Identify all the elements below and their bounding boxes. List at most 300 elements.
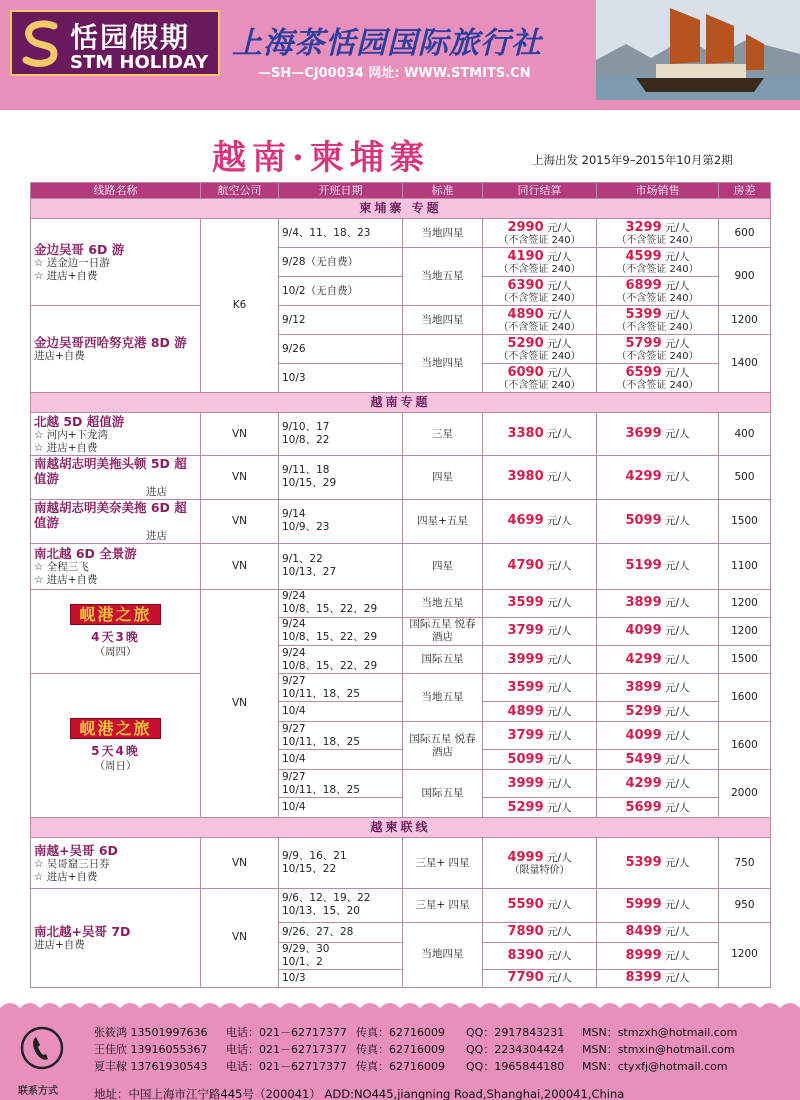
trade-price-cell xyxy=(483,722,597,750)
dates-cell xyxy=(279,646,403,674)
dates-cell xyxy=(279,838,403,888)
trade-price: 8390 xyxy=(507,947,544,963)
standard-cell: 当地四星 xyxy=(403,219,483,248)
market-price-cell xyxy=(597,702,719,722)
date-line: 9/27 xyxy=(282,722,306,735)
date-line: 10/15、29 xyxy=(282,477,337,490)
route-cell xyxy=(31,543,201,589)
contact-msn: MSN：ctyxfj@hotmail.com xyxy=(582,1060,728,1073)
price-unit: 元/人 xyxy=(546,250,572,263)
contact-qq: QQ：2917843231 xyxy=(466,1026,565,1039)
route-name: 南越+吴哥 6D xyxy=(34,842,118,858)
price-unit: 元/人 xyxy=(664,777,690,790)
table-row xyxy=(31,888,771,922)
trade-price-cell xyxy=(483,942,597,969)
market-price-cell xyxy=(597,888,719,922)
trade-price: 6090 xyxy=(507,364,544,380)
market-price-cell xyxy=(597,589,719,617)
date-line: 10/8、22 xyxy=(282,434,330,447)
contact-label: 联系方式 xyxy=(18,1086,58,1097)
dates-cell xyxy=(279,413,403,455)
section-vietnam-cambodia: 越柬联线 xyxy=(31,818,771,838)
room-diff-cell: 1600 xyxy=(719,722,771,770)
trade-price-cell xyxy=(483,413,597,455)
table-row xyxy=(31,499,771,543)
room-diff-cell: 1200 xyxy=(719,589,771,617)
page-title: 越南·柬埔寨 xyxy=(212,138,430,178)
company-address: 地址：中国上海市江宁路445号（200041） ADD:NO445,jiangning Road,Shanghai,200041,China xyxy=(94,1087,625,1100)
brand-name-cn: 恬园假期 xyxy=(70,21,191,54)
trade-price-cell xyxy=(483,770,597,798)
col-trade-price: 同行结算 xyxy=(483,183,597,199)
standard-cell: 三星+ 四星 xyxy=(403,838,483,888)
route-cell xyxy=(31,499,201,543)
price-unit: 元/人 xyxy=(546,366,572,379)
date-line: 9/27 xyxy=(282,770,306,783)
header-banner xyxy=(0,0,800,110)
market-price-cell xyxy=(597,248,719,277)
room-diff-cell: 1100 xyxy=(719,543,771,589)
trip-duration: 5天4晚 xyxy=(91,744,140,759)
market-price: 5999 xyxy=(625,897,662,913)
room-diff-cell: 1200 xyxy=(719,617,771,645)
trade-price: 3999 xyxy=(507,651,544,667)
contact-tel: 电话：021－62717377 xyxy=(226,1043,347,1056)
standard-cell: 四星+五星 xyxy=(403,499,483,543)
col-market-price: 市场销售 xyxy=(597,183,719,199)
date-line: 9/29、30 xyxy=(282,942,330,955)
visa-note: （不含签证 240） xyxy=(498,292,581,304)
route-cell xyxy=(31,413,201,455)
departure-period: 上海出发 2015年9–2015年10月第2期 xyxy=(532,153,733,167)
room-diff-cell: 500 xyxy=(719,455,771,499)
route-note: 进店 xyxy=(146,529,167,542)
room-diff-cell: 1600 xyxy=(719,674,771,722)
market-price: 5399 xyxy=(625,855,662,871)
trade-price: 5099 xyxy=(507,751,544,767)
table-row xyxy=(31,413,771,455)
market-price: 3899 xyxy=(625,679,662,695)
dates-cell xyxy=(279,674,403,702)
date-line: 10/11、18、25 xyxy=(282,687,360,700)
price-unit: 元/人 xyxy=(546,851,572,864)
trade-price: 4190 xyxy=(507,248,544,264)
price-unit: 元/人 xyxy=(546,926,572,939)
price-unit: 元/人 xyxy=(546,308,572,321)
trade-price: 4890 xyxy=(507,306,544,322)
route-note: ☆ 吴哥窟三日券 xyxy=(34,857,110,870)
date-line: 10/8、15、22、29 xyxy=(282,659,378,672)
route-note: ☆ 进店+自费 xyxy=(34,441,98,454)
price-unit: 元/人 xyxy=(546,337,572,350)
standard-cell: 当地五星 xyxy=(403,248,483,306)
trade-price: 4899 xyxy=(507,703,544,719)
dates-cell xyxy=(279,617,403,645)
market-price-cell xyxy=(597,646,719,674)
price-unit: 元/人 xyxy=(664,801,690,814)
route-cell xyxy=(31,219,201,306)
standard-cell: 国际五星 悦春酒店 xyxy=(403,722,483,770)
market-price-cell xyxy=(597,277,719,306)
sailing-ship-illustration xyxy=(596,0,800,104)
trade-price-cell xyxy=(483,455,597,499)
standard-cell: 四星 xyxy=(403,543,483,589)
market-price-cell xyxy=(597,364,719,393)
contact-person: 张筱鸿 13501997636 xyxy=(94,1026,208,1039)
agency-name: 上海茶恬园国际旅行社 xyxy=(232,26,542,61)
trade-price-cell xyxy=(483,219,597,248)
room-diff-cell: 950 xyxy=(719,888,771,922)
table-row xyxy=(31,589,771,617)
col-route: 线路名称 xyxy=(31,183,201,199)
dates-cell xyxy=(279,722,403,750)
route-note: 进店 xyxy=(146,485,167,498)
standard-cell: 当地四星 xyxy=(403,922,483,987)
contact-msn: MSN：stmzxh@hotmail.com xyxy=(582,1026,738,1039)
price-unit: 元/人 xyxy=(546,471,572,484)
trade-price: 7890 xyxy=(507,924,544,940)
dates-cell: 10/4 xyxy=(279,750,403,770)
price-unit: 元/人 xyxy=(664,250,690,263)
trade-price: 5590 xyxy=(507,897,544,913)
visa-note: （不含签证 240） xyxy=(616,350,699,362)
market-price-cell xyxy=(597,499,719,543)
market-price-cell xyxy=(597,922,719,942)
market-price-cell xyxy=(597,413,719,455)
date-line: 9/11、18 xyxy=(282,464,330,477)
trade-price-cell xyxy=(483,499,597,543)
table-row xyxy=(31,455,771,499)
agency-license-and-website: —SH—CJ00034 网址: WWW.STMITS.CN xyxy=(258,66,531,81)
price-unit: 元/人 xyxy=(664,515,690,528)
price-unit: 元/人 xyxy=(664,681,690,694)
contact-tel: 电话：021－62717377 xyxy=(226,1026,347,1039)
price-unit: 元/人 xyxy=(546,899,572,912)
market-price-cell xyxy=(597,455,719,499)
market-price-cell xyxy=(597,838,719,888)
dates-cell xyxy=(279,770,403,798)
market-price: 5499 xyxy=(625,751,662,767)
trade-price-cell xyxy=(483,969,597,987)
market-price: 4099 xyxy=(625,623,662,639)
price-unit: 元/人 xyxy=(664,729,690,742)
price-unit: 元/人 xyxy=(546,681,572,694)
price-unit: 元/人 xyxy=(664,471,690,484)
table-row xyxy=(31,838,771,888)
table-row xyxy=(31,306,771,335)
price-unit: 元/人 xyxy=(546,560,572,573)
room-diff-cell: 400 xyxy=(719,413,771,455)
airline-cell: VN xyxy=(201,543,279,589)
price-unit: 元/人 xyxy=(664,926,690,939)
airline-cell: K6 xyxy=(201,219,279,393)
standard-cell: 四星 xyxy=(403,455,483,499)
contact-person: 夏丰稼 13761930543 xyxy=(94,1060,208,1073)
market-price: 5399 xyxy=(625,306,662,322)
airline-cell: VN xyxy=(201,499,279,543)
price-unit: 元/人 xyxy=(664,705,690,718)
dates-cell: 10/4 xyxy=(279,798,403,818)
trade-price-cell xyxy=(483,750,597,770)
footer-contact-band xyxy=(0,1010,800,1100)
market-price: 5799 xyxy=(625,335,662,351)
trade-price-cell xyxy=(483,617,597,645)
route-cell xyxy=(31,838,201,888)
contact-row xyxy=(94,1041,735,1057)
price-unit: 元/人 xyxy=(546,777,572,790)
route-cell xyxy=(31,455,201,499)
header-scallop-edge xyxy=(0,100,800,114)
section-vietnam: 越南专题 xyxy=(31,393,771,413)
trade-price: 2990 xyxy=(507,219,544,235)
trade-price: 3799 xyxy=(507,727,544,743)
dates-cell xyxy=(279,543,403,589)
market-price: 6599 xyxy=(625,364,662,380)
market-price-cell xyxy=(597,617,719,645)
market-price-cell xyxy=(597,335,719,364)
table-row xyxy=(31,543,771,589)
route-note: 进店+自费 xyxy=(34,350,85,363)
route-name: 南越胡志明美拖头顿 5D 超值游 xyxy=(34,455,187,486)
dates-cell xyxy=(279,589,403,617)
route-name: 金边吴哥西哈努克港 8D 游 xyxy=(34,335,187,351)
market-price: 4599 xyxy=(625,248,662,264)
trade-price-cell xyxy=(483,922,597,942)
room-diff-cell: 600 xyxy=(719,219,771,248)
trip-weekday: （周日） xyxy=(94,760,137,773)
standard-cell: 当地五星 xyxy=(403,589,483,617)
date-line: 10/13、27 xyxy=(282,566,337,579)
market-price: 4099 xyxy=(625,727,662,743)
market-price-cell xyxy=(597,674,719,702)
route-note: 进店+自费 xyxy=(34,938,85,951)
price-unit: 元/人 xyxy=(546,653,572,666)
market-price-cell xyxy=(597,306,719,335)
contact-person: 王佳欣 13916055367 xyxy=(94,1043,208,1056)
market-price-cell xyxy=(597,969,719,987)
trade-price-cell xyxy=(483,838,597,888)
visa-note: （不含签证 240） xyxy=(616,379,699,391)
limited-note: （限量特价） xyxy=(509,864,570,876)
danang-route-cell xyxy=(31,674,201,818)
date-line: 10/15、22 xyxy=(282,863,337,876)
trade-price-cell xyxy=(483,674,597,702)
dates-cell: 9/26 xyxy=(279,335,403,364)
market-price: 3299 xyxy=(625,219,662,235)
room-diff-cell: 900 xyxy=(719,248,771,306)
price-unit: 元/人 xyxy=(664,221,690,234)
trade-price: 3380 xyxy=(507,426,544,442)
contact-tel: 电话：021－62717377 xyxy=(226,1060,347,1073)
price-table xyxy=(30,182,771,988)
market-price: 5199 xyxy=(625,558,662,574)
route-note: ☆ 进店+自费 xyxy=(34,573,98,586)
date-line: 9/24 xyxy=(282,646,306,659)
route-name: 金边吴哥 6D 游 xyxy=(34,241,125,257)
route-name: 南越胡志明美奈美拖 6D 超值游 xyxy=(34,499,187,530)
trade-price: 4999 xyxy=(507,849,544,865)
trip-duration: 4天3晚 xyxy=(91,629,140,644)
table-header-row xyxy=(31,183,771,199)
contact-row xyxy=(94,1058,728,1074)
route-note: ☆ 全程三飞 xyxy=(34,560,89,573)
trade-price-cell xyxy=(483,702,597,722)
price-unit: 元/人 xyxy=(546,625,572,638)
date-line: 10/11、18、25 xyxy=(282,783,360,796)
trade-price-cell xyxy=(483,798,597,818)
route-cell xyxy=(31,888,201,987)
col-standard: 标准 xyxy=(403,183,483,199)
price-unit: 元/人 xyxy=(664,753,690,766)
price-unit: 元/人 xyxy=(664,366,690,379)
trade-price: 4790 xyxy=(507,558,544,574)
dates-cell: 9/28（无自费） xyxy=(279,248,403,277)
date-line: 9/14 xyxy=(282,508,306,521)
contact-qq: QQ：1965844180 xyxy=(466,1060,565,1073)
airline-cell: VN xyxy=(201,838,279,888)
market-price: 6899 xyxy=(625,277,662,293)
dates-cell: 10/3 xyxy=(279,364,403,393)
market-price: 3699 xyxy=(625,426,662,442)
price-unit: 元/人 xyxy=(664,653,690,666)
trade-price: 3599 xyxy=(507,679,544,695)
route-note: ☆ 进店+自费 xyxy=(34,269,98,282)
date-line: 10/8、15、22、29 xyxy=(282,631,378,644)
trade-price-cell xyxy=(483,543,597,589)
trip-weekday: （周四） xyxy=(94,645,137,658)
room-diff-cell: 1500 xyxy=(719,646,771,674)
contact-qq: QQ：2234304424 xyxy=(466,1043,565,1056)
market-price: 5299 xyxy=(625,703,662,719)
standard-cell: 三星 xyxy=(403,413,483,455)
trade-price: 3599 xyxy=(507,595,544,611)
dates-cell xyxy=(279,942,403,969)
market-price: 4299 xyxy=(625,775,662,791)
contact-row xyxy=(94,1024,737,1040)
trade-price: 5290 xyxy=(507,335,544,351)
table-row xyxy=(31,674,771,702)
standard-cell: 当地四星 xyxy=(403,335,483,393)
room-diff-cell: 2000 xyxy=(719,770,771,818)
market-price-cell xyxy=(597,798,719,818)
brand-name-en: STM HOLIDAY xyxy=(70,52,209,73)
contact-msn: MSN：stmxin@hotmail.com xyxy=(582,1043,735,1056)
trade-price: 5299 xyxy=(507,799,544,815)
trade-price: 3999 xyxy=(507,775,544,791)
trade-price-cell xyxy=(483,646,597,674)
danang-trip-badge: 岘港之旅 xyxy=(70,718,160,739)
market-price: 3899 xyxy=(625,595,662,611)
contact-fax: 传真：62716009 xyxy=(356,1043,445,1056)
route-note: ☆ 送金边一日游 xyxy=(34,256,110,269)
price-unit: 元/人 xyxy=(664,899,690,912)
price-unit: 元/人 xyxy=(546,705,572,718)
price-unit: 元/人 xyxy=(546,221,572,234)
price-unit: 元/人 xyxy=(546,428,572,441)
date-line: 10/1、2 xyxy=(282,955,323,968)
trade-price-cell xyxy=(483,335,597,364)
logo-s-icon xyxy=(18,18,64,68)
room-diff-cell: 1500 xyxy=(719,499,771,543)
route-name: 南北越 6D 全景游 xyxy=(34,545,137,561)
price-unit: 元/人 xyxy=(664,428,690,441)
market-price-cell xyxy=(597,722,719,750)
date-line: 9/9、16、21 xyxy=(282,850,347,863)
date-line: 9/24 xyxy=(282,590,306,603)
room-diff-cell: 1400 xyxy=(719,335,771,393)
route-name: 南北越+吴哥 7D xyxy=(34,923,131,939)
visa-note: （不含签证 240） xyxy=(616,292,699,304)
dates-cell xyxy=(279,455,403,499)
visa-note: （不含签证 240） xyxy=(616,263,699,275)
date-line: 9/24 xyxy=(282,618,306,631)
price-unit: 元/人 xyxy=(546,753,572,766)
visa-note: （不含签证 240） xyxy=(616,234,699,246)
date-line: 10/13、15、20 xyxy=(282,905,360,918)
date-line: 9/6、12、19、22 xyxy=(282,892,371,905)
trade-price-cell xyxy=(483,248,597,277)
telephone-icon xyxy=(20,1026,64,1070)
price-unit: 元/人 xyxy=(546,972,572,985)
price-unit: 元/人 xyxy=(664,560,690,573)
price-unit: 元/人 xyxy=(546,801,572,814)
standard-cell: 当地四星 xyxy=(403,306,483,335)
market-price-cell xyxy=(597,750,719,770)
standard-cell: 国际五星 悦春酒店 xyxy=(403,617,483,645)
dates-cell: 10/3 xyxy=(279,969,403,987)
col-airline: 航空公司 xyxy=(201,183,279,199)
market-price-cell xyxy=(597,770,719,798)
price-unit: 元/人 xyxy=(664,857,690,870)
price-unit: 元/人 xyxy=(546,949,572,962)
room-diff-cell: 1200 xyxy=(719,922,771,987)
dates-cell: 9/4、11、18、23 xyxy=(279,219,403,248)
trade-price-cell xyxy=(483,306,597,335)
dates-cell: 9/26、27、28 xyxy=(279,922,403,942)
date-line: 9/27 xyxy=(282,674,306,687)
route-cell xyxy=(31,306,201,393)
price-unit: 元/人 xyxy=(664,972,690,985)
visa-note: （不含签证 240） xyxy=(498,350,581,362)
standard-cell: 三星+ 四星 xyxy=(403,888,483,922)
visa-note: （不含签证 240） xyxy=(616,321,699,333)
dates-cell: 10/4 xyxy=(279,702,403,722)
contact-fax: 传真：62716009 xyxy=(356,1026,445,1039)
market-price-cell xyxy=(597,942,719,969)
col-room-diff: 房差 xyxy=(719,183,771,199)
date-line: 9/10、17 xyxy=(282,421,330,434)
dates-cell xyxy=(279,888,403,922)
price-unit: 元/人 xyxy=(546,279,572,292)
market-price: 8999 xyxy=(625,947,662,963)
date-line: 10/11、18、25 xyxy=(282,735,360,748)
price-unit: 元/人 xyxy=(664,597,690,610)
standard-cell: 当地五星 xyxy=(403,674,483,722)
trade-price: 7790 xyxy=(507,970,544,986)
price-unit: 元/人 xyxy=(664,308,690,321)
route-note: ☆ 进店+自费 xyxy=(34,870,98,883)
price-unit: 元/人 xyxy=(546,729,572,742)
market-price: 4299 xyxy=(625,651,662,667)
date-line: 10/9、23 xyxy=(282,521,330,534)
section-cambodia: 柬埔寨 专题 xyxy=(31,199,771,219)
dates-cell: 9/12 xyxy=(279,306,403,335)
dates-cell xyxy=(279,499,403,543)
market-price: 5099 xyxy=(625,513,662,529)
price-unit: 元/人 xyxy=(664,337,690,350)
airline-cell: VN xyxy=(201,888,279,987)
trade-price-cell xyxy=(483,277,597,306)
